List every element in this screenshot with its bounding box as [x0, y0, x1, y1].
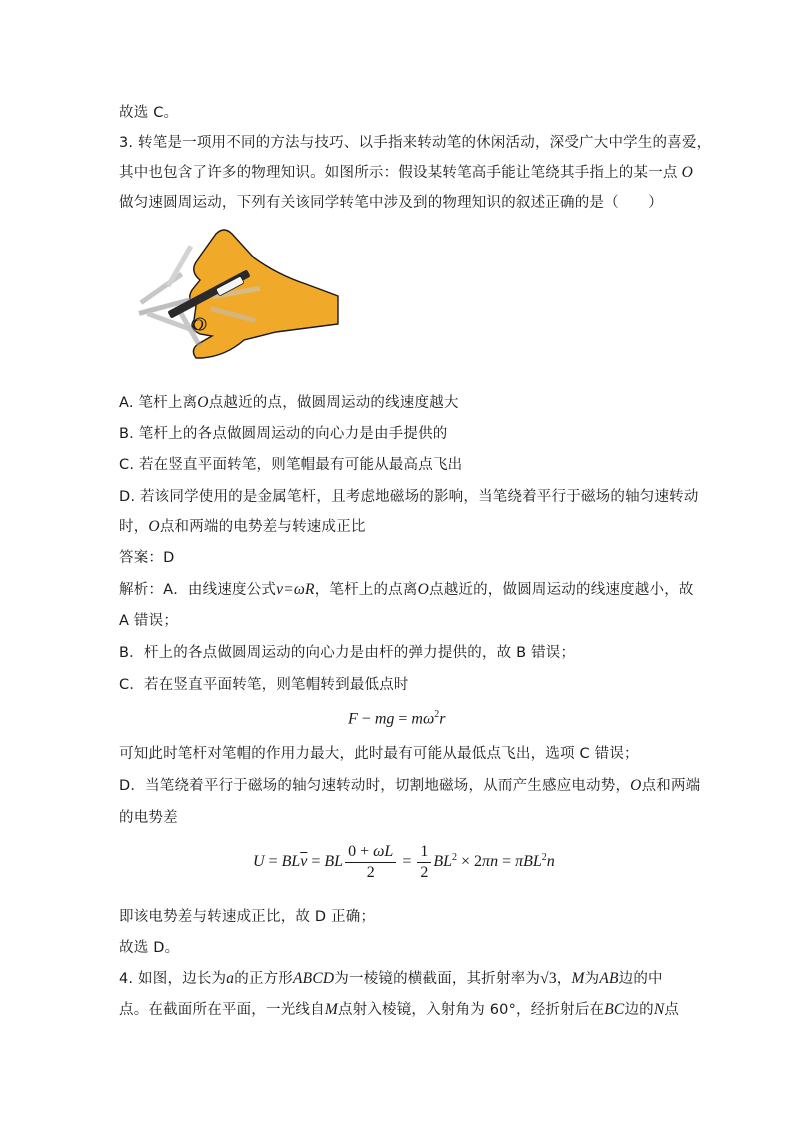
question-3-stem-line-2: 其中也包含了许多的物理知识。如图所示：假设某转笔高手能让笔绕其手指上的某一点 O [119, 164, 694, 181]
analysis-line-4: C．若在竖直平面转笔，则笔帽转到最低点时 [119, 677, 409, 693]
option-d-line-2: 时，O点和两端的电势差与转速成正比 [119, 518, 366, 535]
analysis-line-5: 可知此时笔杆对笔帽的作用力最大，此时最有可能从最低点飞出，选项 C 错误； [119, 746, 639, 762]
option-a: A. 笔杆上离O点越近的点，做圆周运动的线速度越大 [119, 394, 459, 411]
point-o-label: O [192, 317, 204, 334]
hand-with-pen-illustration [126, 224, 370, 366]
pen-spinning-figure [126, 224, 370, 366]
option-d-line-1: D. 若该同学使用的是金属笔杆，且考虑地磁场的影响，当笔绕着平行于磁场的轴匀速转动 [119, 489, 699, 505]
analysis-line-3: B．杆上的各点做圆周运动的向心力是由杆的弹力提供的，故 B 错误； [119, 645, 576, 661]
equation-force: F − mg = $m\omega^2r$ [348, 709, 446, 728]
question-4-line-2: 点。在截面所在平面，一光线自M点射入棱镜，入射角为 60°，经折射后在BC边的N点 [119, 1001, 680, 1018]
previous-answer: 故选 C。 [119, 105, 179, 121]
analysis-line-6: D．当笔绕着平行于磁场的轴匀速转动时，切割地磁场，从而产生感应电动势，O点和两端 [119, 777, 701, 794]
equation-emf: $U = BL\overline{v}$ = BL $\frac{0 + \omega L}{2}$ = $\frac{1}{2}$ $BL^2 \times 2\pi n = \pi BL^2n$ [253, 843, 555, 881]
analysis-line-1: 解析：A．由线速度公式v=ωR，笔杆上的点离O点越近的，做圆周运动的线速度越小，故 [119, 581, 694, 598]
conclusion: 故选 D。 [119, 940, 180, 956]
question-3-stem-line-3: 做匀速圆周运动，下列有关该同学转笔中涉及到的物理知识的叙述正确的是（ ） [119, 195, 663, 211]
analysis-line-7: 的电势差 [119, 810, 178, 826]
option-b: B. 笔杆上的各点做圆周运动的向心力是由手提供的 [119, 426, 448, 442]
analysis-line-8: 即该电势差与转速成正比，故 D 正确； [119, 909, 376, 925]
question-3-stem-line-1: 3. 转笔是一项用不同的方法与技巧、以手指来转动笔的休闲活动，深受广大中学生的喜爱， [119, 135, 712, 151]
question-4-line-1: 4. 如图，边长为a的正方形ABCD为一棱镜的横截面，其折射率为√3，M为AB边的中 [119, 970, 663, 987]
option-c: C. 若在竖直平面转笔，则笔帽最有可能从最高点飞出 [119, 457, 463, 473]
answer: 答案：D [119, 550, 175, 566]
analysis-line-2: A 错误； [119, 613, 179, 629]
